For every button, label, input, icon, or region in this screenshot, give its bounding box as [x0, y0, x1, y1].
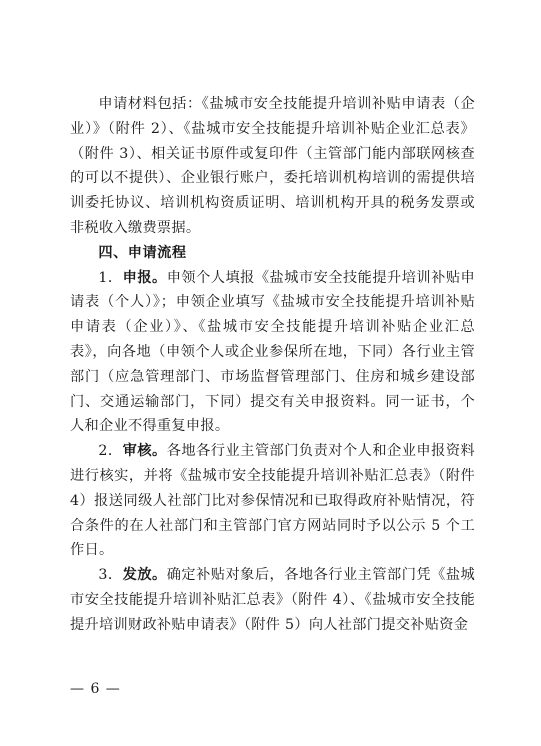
step-2-text: 各地各行业主管部门负责对个人和企业申报资料进行核实，并将《盐城市安全技能提升培训补贴汇总表》（附件 4）报送同级人社部门比对参保情况和已取得政府补贴情况，符合条件的在人社部门和主管部门官方网站同时予以公示 5 个工作日。 — [70, 443, 475, 559]
section-heading-application-process: 四、申请流程 — [98, 244, 187, 261]
document-body — [70, 92, 475, 638]
step-2-paragraph — [70, 439, 475, 563]
step-3-title: 发放。 — [122, 567, 167, 584]
step-1-title: 申报。 — [122, 269, 167, 286]
page-number: — 6 — — [70, 681, 121, 697]
step-3-text: 确定补贴对象后，各地各行业主管部门凭《盐城市安全技能提升培训补贴汇总表》（附件 4）、《盐城市安全技能提升培训财政补贴申请表》（附件 5）向人社部门提交补贴资金 — [70, 567, 475, 633]
step-3-paragraph — [70, 563, 475, 637]
application-materials-paragraph: 申请材料包括：《盐城市安全技能提升培训补贴申请表（企业）》（附件 2）、《盐城市安全技能提升培训补贴企业汇总表》（附件 3）、相关证书原件或复印件（主管部门能内部联网核查的可以不提供）、企业银行账户，委托培训机构培训的需提供培训委托协议、培训机构资质证明、培训机构开具的税务发票或非税收入缴费票据。 — [70, 96, 475, 236]
step-1-paragraph — [70, 266, 475, 440]
step-1-number: 1． — [98, 269, 123, 286]
step-1-text: 申领个人填报《盐城市安全技能提升培训补贴申请表（个人）》；申领企业填写《盐城市安全技能提升培训补贴申请表（企业）》、《盐城市安全技能提升培训补贴企业汇总表》，向各地（申领个人或企业参保所在地，下同）各行业主管部门（应急管理部门、市场监督管理部门、住房和城乡建设部门、交通运输部门，下同）提交有关申报资料。同一证书，个人和企业不得重复申报。 — [70, 269, 475, 435]
step-2-title: 审核。 — [122, 443, 167, 460]
step-2-number: 2． — [98, 443, 123, 460]
step-3-number: 3． — [98, 567, 123, 584]
